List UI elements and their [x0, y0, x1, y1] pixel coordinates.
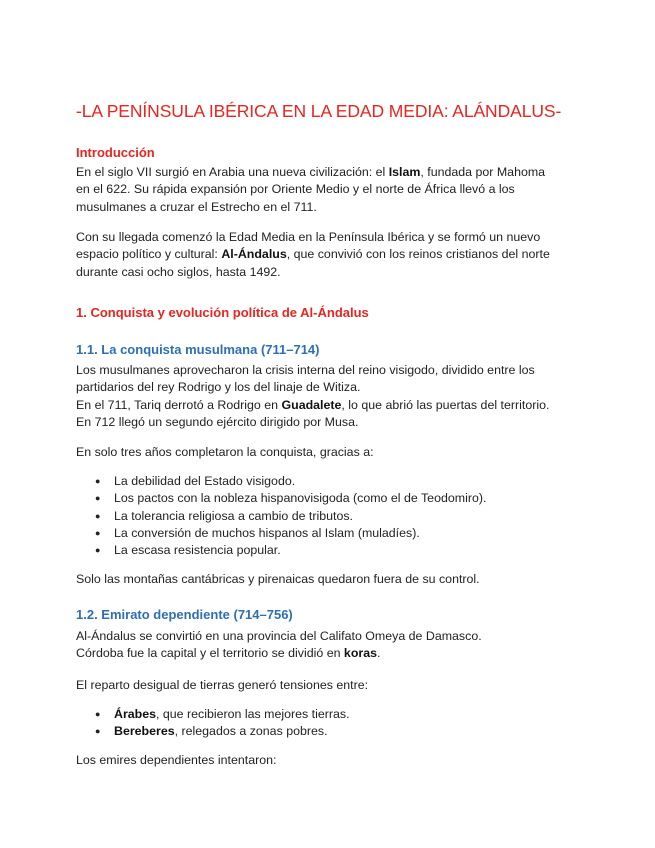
list-item: ● La debilidad del Estado visigodo. [76, 473, 486, 490]
emirate-paragraph-3: Los emires dependientes intentaron: [76, 753, 277, 767]
conquest-paragraph-3: Solo las montañas cantábricas y pirenaicas quedaron fuera de su control. [76, 572, 480, 586]
list-item: ● Bereberes, relegados a zonas pobres. [76, 723, 350, 740]
intro-heading: Introducción [76, 145, 155, 160]
list-item: ● La conversión de muchos hispanos al Islam (muladíes). [76, 525, 486, 542]
emirate-paragraph-1: Al-Ándalus se convirtió en una provincia del Califato Omeya de Damasco. Córdoba fue la capital y el territorio se dividió en koras. [76, 629, 482, 661]
intro-paragraph-2: Con su llegada comenzó la Edad Media en la Península Ibérica y se formó un nuevo espacio político y cultural: Al-Ándalus, que convivió con los reinos cristianos del norte durante casi ocho siglos, hasta 1492. [76, 230, 550, 279]
list-item: ● La escasa resistencia popular. [76, 542, 486, 559]
emirate-paragraph-2: El reparto desigual de tierras generó tensiones entre: [76, 678, 369, 692]
conquest-paragraph-2: En solo tres años completaron la conquista, gracias a: [76, 445, 374, 459]
conquest-reasons-list [76, 473, 486, 559]
subsection-1-1-heading: 1.1. La conquista musulmana (711–714) [76, 342, 320, 357]
subsection-1-2-heading: 1.2. Emirato dependiente (714–756) [76, 607, 293, 622]
document-title: -LA PENÍNSULA IBÉRICA EN LA EDAD MEDIA: ALÁNDALUS- [76, 101, 562, 121]
section-1-heading: 1. Conquista y evolución política de Al-Ándalus [76, 305, 369, 320]
list-item: ● La tolerancia religiosa a cambio de tributos. [76, 508, 486, 525]
list-item: ● Árabes, que recibieron las mejores tierras. [76, 706, 350, 723]
conquest-paragraph-1: Los musulmanes aprovecharon la crisis interna del reino visigodo, dividido entre los partidarios del rey Rodrigo y los del linaje de Witiza. En el 711, Tariq derrotó a Rodrigo en Guadalete, lo que abrió las puertas del territorio. En 712 llegó un segundo ejército dirigido por Musa. [76, 363, 550, 429]
list-item: ● Los pactos con la nobleza hispanovisigoda (como el de Teodomiro). [76, 490, 486, 507]
groups-list [76, 706, 350, 741]
intro-paragraph-1: En el siglo VII surgió en Arabia una nueva civilización: el Islam, fundada por Mahoma en el 622. Su rápida expansión por Oriente Medio y el norte de África llevó a los musulmanes a cruzar el Estrecho en el 711. [76, 165, 546, 214]
